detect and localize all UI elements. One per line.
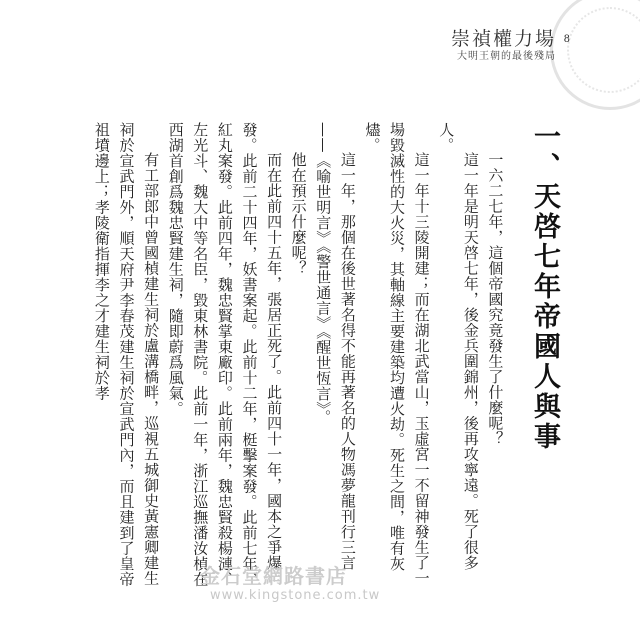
chapter-title: 一、天啓七年帝國人與事 xyxy=(529,122,560,452)
paragraph-2: 這一年是明天啓七年，後金兵圍錦州，後再攻寧遠。死了很多人。 xyxy=(437,122,480,571)
paragraph-3: 這一年十三陵開建；而在湖北武當山，玉虛宮一不留神發生了一場毀滅性的大火災，其軸線主要建築均遭火劫。死生之間，唯有灰燼。 xyxy=(363,122,431,586)
page-number: 8 xyxy=(563,34,570,45)
paragraph-1: 一六二七年，這個帝國究竟發生了什麼呢？ xyxy=(486,152,505,447)
book-title: 崇禎權力場 xyxy=(450,28,556,50)
paragraph-6: 而在此前四十五年，張居正死了。此前四十一年，國本之爭爆發。此前二十四年，妖書案起。此前十二年，梃擊案發。此前七年，紅丸案發。此前四年，魏忠賢掌東廠印。此前兩年，魏忠賢殺楊漣、左光斗、魏大中等名臣，毀東林書院。此前一年，浙江巡撫潘汝楨在西湖首創爲魏忠賢建生祠，隨即蔚爲風氣。 xyxy=(166,122,284,587)
paragraph-5: 他在預示什麼呢？ xyxy=(289,152,308,276)
watermark-text: 金石堂網路書店 xyxy=(200,564,347,588)
paragraph-7: 有工部郎中曾國楨建生祠於盧溝橋畔，巡視五城御史黃憲卿建生祠於宣武門外，順天府尹李春茂建生祠於宣武門內，而且建到了皇帝祖墳邊上；孝陵衛指揮李之才建生祠於孝 xyxy=(92,122,161,587)
book-subtitle: 大明王朝的最後殘局 xyxy=(457,51,556,62)
watermark-url: www.kingstone.com.tw xyxy=(210,588,381,603)
running-header xyxy=(451,28,556,63)
vertical-text-body xyxy=(76,122,560,592)
corner-ornament xyxy=(550,0,640,110)
paragraph-4: 這一年，那個在後世著名得不能再著名的人物馮夢龍刊行三言——《喻世明言》《警世通言》《醒世恆言》。 xyxy=(314,122,357,571)
